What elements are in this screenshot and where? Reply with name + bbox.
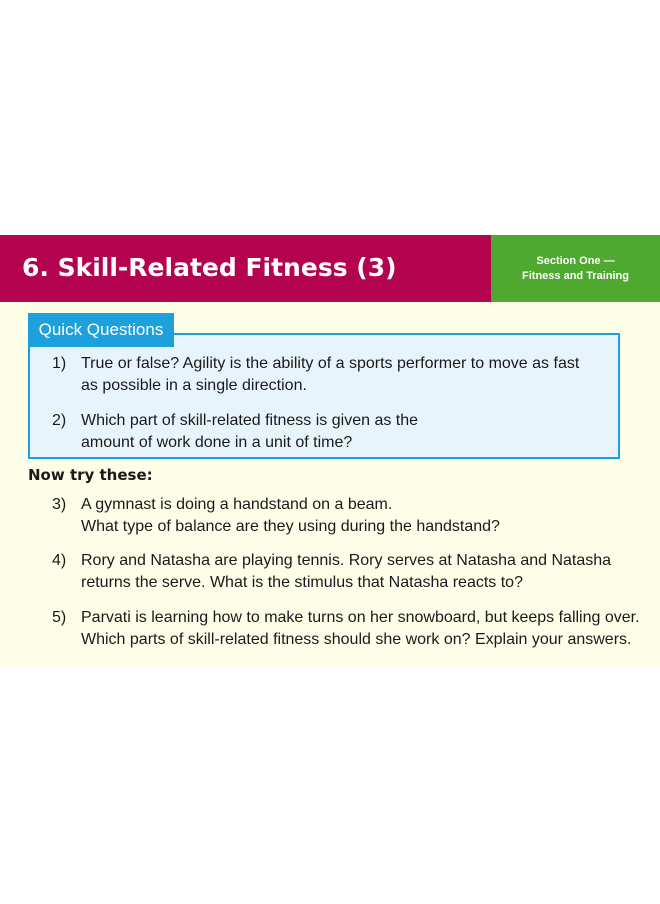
title-bar <box>0 235 491 302</box>
question-number: 5) <box>52 609 67 626</box>
question-text <box>81 607 640 651</box>
question-line: returns the serve. What is the stimulus that Natasha reacts to? <box>81 574 523 591</box>
now-try-heading: Now try these: <box>28 466 153 484</box>
question-number: 4) <box>52 552 67 569</box>
page-title: 6. Skill-Related Fitness (3) <box>22 253 397 282</box>
question-text <box>81 550 611 594</box>
question-line: What type of balance are they using during the handstand? <box>81 518 500 535</box>
content-area <box>0 302 660 668</box>
quick-questions-tab: Quick Questions <box>28 313 174 347</box>
question-text <box>81 353 579 397</box>
question-line: A gymnast is doing a handstand on a beam. <box>81 496 393 513</box>
question-line: Parvati is learning how to make turns on her snowboard, but keeps falling over. <box>81 609 640 626</box>
question-line: Which parts of skill-related fitness should she work on? Explain your answers. <box>81 631 632 648</box>
question-text <box>81 410 418 454</box>
question-line: as possible in a single direction. <box>81 377 307 394</box>
section-label-line2: Fitness and Training <box>522 270 629 282</box>
question-line: Rory and Natasha are playing tennis. Rory serves at Natasha and Natasha <box>81 552 612 569</box>
question-number: 1) <box>52 355 67 372</box>
question-line: Which part of skill-related fitness is given as the <box>81 412 419 429</box>
question-line: amount of work done in a unit of time? <box>81 434 353 451</box>
page-header <box>0 235 660 302</box>
section-label-line1: Section One — <box>536 255 615 267</box>
question-text <box>81 494 500 538</box>
question-line: True or false? Agility is the ability of a sports performer to move as fast <box>81 355 580 372</box>
question-number: 2) <box>52 412 67 429</box>
section-label <box>491 235 660 302</box>
question-number: 3) <box>52 496 67 513</box>
